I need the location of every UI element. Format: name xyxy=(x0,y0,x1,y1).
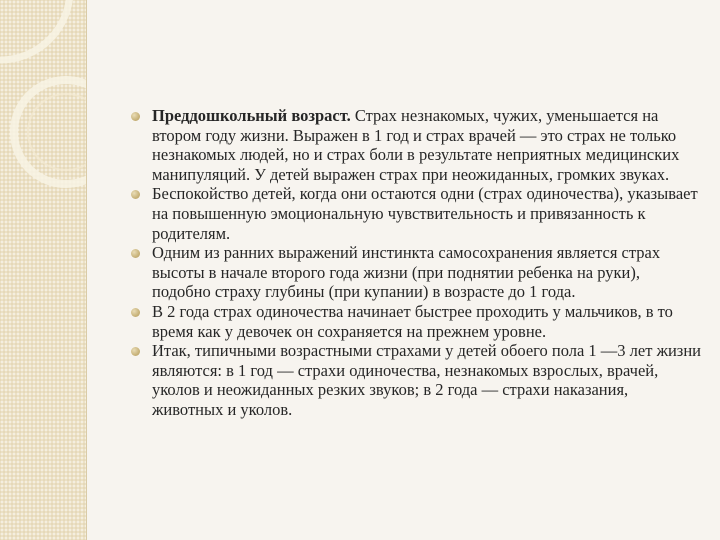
decorative-circles-graphic xyxy=(0,0,86,540)
bullet-item xyxy=(130,341,702,419)
bullet-text: Страх незнакомых, чужих, уменьшается на втором году жизни. Выражен в 1 год и страх врачей — это страх не только незнакомых людей, но и страх боли в результате неприятных медицинских манипуляций. У детей выражен страх при неожиданных, громких звуках. xyxy=(152,106,680,184)
bullet-text: Беспокойство детей, когда они остаются одни (страх одиночества), указывает на повышенную эмоциональную чувствительность и привязанность к родителям. xyxy=(152,184,698,243)
bullet-lead-text: Преддошкольный возраст. xyxy=(152,106,351,125)
bullet-icon xyxy=(131,308,140,317)
bullet-icon xyxy=(131,190,140,199)
bullet-list xyxy=(130,106,702,420)
bullet-text: В 2 года страх одиночества начинает быстрее проходить у мальчиков, в то время как у девочек он сохраняется на прежнем уровне. xyxy=(152,301,673,341)
bullet-item xyxy=(130,106,702,184)
divider-line xyxy=(86,0,87,540)
bullet-icon xyxy=(131,249,140,258)
bullet-icon xyxy=(131,112,140,121)
bullet-text: Итак, типичными возрастными страхами у детей обоего пола 1 —3 лет жизни являются: в 1 год — страхи одиночества, незнакомых взрослых, врачей, уколов и неожиданных резких звуков; в 2 года — страхи наказания, животных и уколов. xyxy=(152,341,701,419)
bullet-icon xyxy=(131,347,140,356)
bullet-item xyxy=(130,243,702,302)
slide-content xyxy=(130,106,702,420)
bullet-item xyxy=(130,302,702,341)
decorative-side-panel xyxy=(0,0,86,540)
bullet-item xyxy=(130,184,702,243)
bullet-text: Одним из ранних выражений инстинкта самосохранения является страх высоты в начале второго года жизни (при поднятии ребенка на руки), подобно страху глубины (при купании) в возрасте до 1 года. xyxy=(152,243,661,302)
